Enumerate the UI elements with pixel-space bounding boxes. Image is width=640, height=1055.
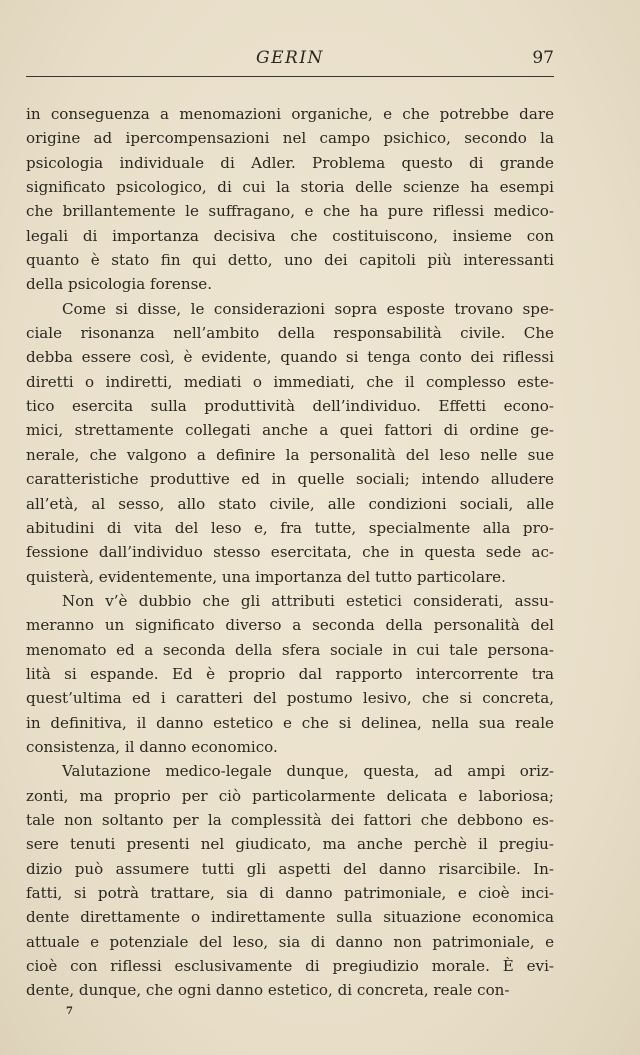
text-line: della psicologia forense.: [26, 275, 213, 294]
text-line: dizio può assumere tutti gli aspetti del danno risarcibile. In-: [26, 859, 554, 878]
text-line: dente direttamente o indirettamente sulla situazione economica: [26, 908, 554, 927]
page-header: [26, 46, 554, 77]
text-line: legali di importanza decisiva che costituiscono, insieme con: [26, 226, 554, 245]
text-line: lità si espande. Ed è proprio dal rapporto intercorrente tra: [26, 664, 554, 683]
text-line: fatti, si potrà trattare, sia di danno patrimoniale, e cioè inci-: [26, 884, 554, 902]
text-line: Come si disse, le considerazioni sopra esposte trovano spe-: [62, 299, 554, 318]
text-line: Valutazione medico-legale dunque, questa, ad ampi oriz-: [62, 762, 554, 781]
paragraph: [26, 759, 554, 1002]
text-line: tale non soltanto per la complessità dei fattori che debbono es-: [26, 810, 554, 829]
text-line: in conseguenza a menomazioni organiche, e che potrebbe dare: [26, 105, 554, 123]
text-line: quest’ultima ed i caratteri del postumo lesivo, che si concreta,: [26, 689, 554, 708]
paragraph: [26, 102, 554, 297]
text-line: abitudini di vita del leso e, fra tutte, specialmente alla pro-: [26, 518, 554, 537]
text-line: tico esercita sulla produttività dell’individuo. Effetti econo-: [26, 397, 554, 416]
paragraph: [26, 297, 554, 589]
text-line: cioè con riflessi esclusivamente di pregiudizio morale. È evi-: [26, 957, 554, 976]
text-line: meranno un significato diverso a seconda della personalità del: [26, 616, 554, 635]
text-line: dente, dunque, che ogni danno estetico, di concreta, reale con-: [26, 981, 510, 1000]
text-line: che brillantemente le suffragano, e che ha pure riflessi medico-: [26, 202, 554, 221]
text-line: zonti, ma proprio per ciò particolarmente delicata e laboriosa;: [26, 786, 554, 805]
text-line: in definitiva, il danno estetico e che si delinea, nella sua reale: [26, 713, 554, 732]
signature-mark: 7: [66, 1006, 73, 1017]
text-line: quisterà, evidentemente, una importanza del tutto particolare.: [26, 567, 506, 586]
text-line: sere tenuti presenti nel giudicato, ma anche perchè il pregiu-: [26, 835, 554, 854]
text-line: caratteristiche produttive ed in quelle sociali; intendo alludere: [26, 470, 554, 489]
text-line: consistenza, il danno economico.: [26, 737, 278, 756]
text-line: fessione dall’individuo stesso esercitata, che in questa sede ac-: [26, 543, 554, 562]
text-line: ciale risonanza nell’ambito della responsabilità civile. Che: [26, 324, 554, 343]
text-line: debba essere così, è evidente, quando si tenga conto dei riflessi: [26, 348, 554, 367]
paragraph: [26, 589, 554, 759]
text-line: quanto è stato fin qui detto, uno dei capitoli più interessanti: [26, 251, 554, 270]
text-line: Non v’è dubbio che gli attributi estetici considerati, assu-: [62, 591, 554, 610]
text-line: all’età, al sesso, allo stato civile, alle condizioni sociali, alle: [26, 494, 554, 513]
text-line: attuale e potenziale del leso, sia di danno non patrimoniale, e: [26, 932, 554, 951]
body-text: [26, 102, 554, 1003]
text-line: nerale, che valgono a definire la personalità del leso nelle sue: [26, 445, 554, 464]
text-line: mici, strettamente collegati anche a quei fattori di ordine ge-: [26, 421, 554, 440]
text-line: menomato ed a seconda della sfera sociale in cui tale persona-: [26, 640, 554, 659]
running-title: GERIN: [256, 48, 324, 68]
text-line: diretti o indiretti, mediati o immediati, che il complesso este-: [26, 372, 554, 391]
text-line: significato psicologico, di cui la storia delle scienze ha esempi: [26, 178, 554, 197]
text-line: origine ad ipercompensazioni nel campo psichico, secondo la: [26, 129, 554, 148]
text-line: psicologia individuale di Adler. Problema questo di grande: [26, 153, 554, 172]
page-number: 97: [532, 48, 554, 68]
